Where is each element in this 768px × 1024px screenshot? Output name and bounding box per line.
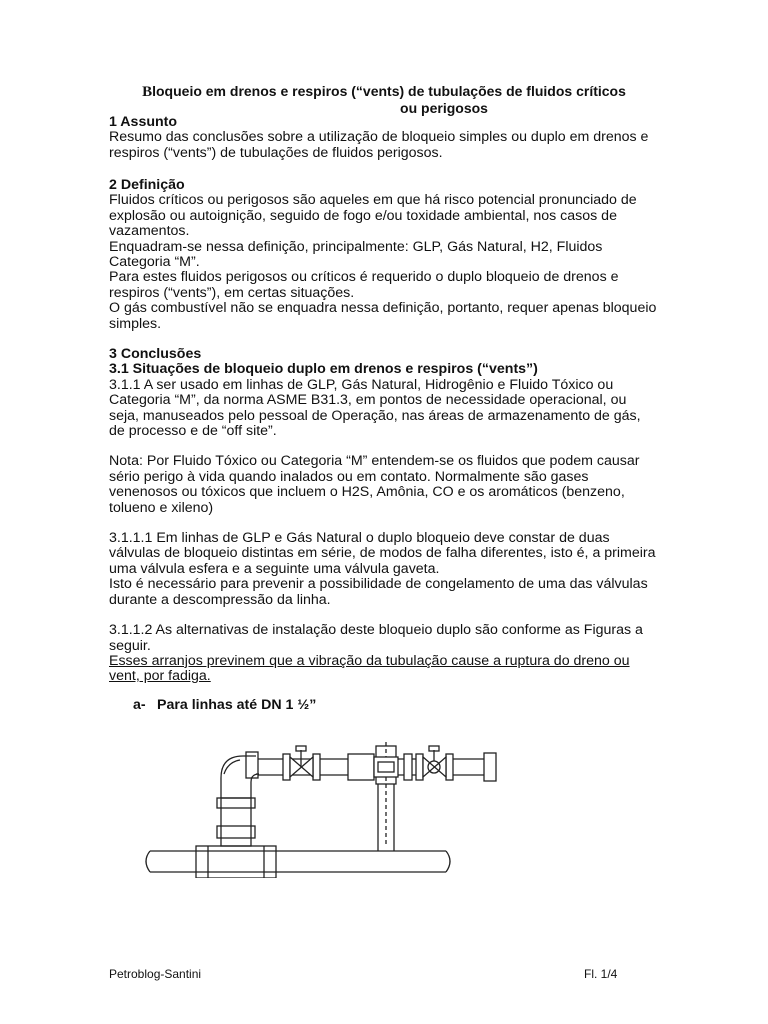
list-item-a	[133, 698, 316, 713]
page-number: Fl. 1/4	[584, 967, 618, 981]
paragraph-line: O gás combustível não se enquadra nessa definição, portanto, requer apenas bloqueio	[109, 300, 657, 317]
vertical-nipple	[217, 798, 255, 846]
paragraph-line: Para estes fluidos perigosos ou críticos é requerido o duplo bloqueio de drenos e	[109, 269, 619, 286]
paragraph-line: 3.1.1 A ser usado em linhas de GLP, Gás Natural, Hidrogênio e Fluido Tóxico ou	[109, 376, 614, 393]
subsection-heading: 3.1 Situações de bloqueio duplo em drenos e respiros (“vents”)	[109, 361, 538, 378]
paragraph-line: válvulas de bloqueio distintas em série, de modos de falha diferentes, isto é, a primeira	[109, 545, 656, 562]
paragraph-line: Categoria “M”, da norma ASME B31.3, em pontos de necessidade operacional, ou	[109, 392, 627, 409]
section-conclusoes	[109, 347, 669, 685]
section-heading: 1 Assunto	[109, 114, 178, 130]
list-marker: a-	[133, 697, 146, 713]
paragraph-line: respiros (“vents”), em certas situações.	[109, 284, 355, 301]
outlet-pipe	[453, 753, 496, 781]
piping-drain-figure	[128, 738, 508, 878]
support-post	[374, 742, 398, 851]
section-definicao	[109, 178, 669, 332]
paragraph-line: vazamentos.	[109, 223, 190, 240]
valve-icon-2	[398, 746, 453, 780]
paragraph-line: 3.1.1.2 As alternativas de instalação deste bloqueio duplo são conforme as Figuras a	[109, 622, 643, 639]
note-line: sério perigo à vida quando inalados ou em contato. Normalmente são gases	[109, 468, 589, 485]
underlined-line: Esses arranjos previnem que a vibração da tubulação cause a ruptura do dreno ou	[109, 652, 630, 669]
paragraph-line: Enquadram-se nessa definição, principalmente: GLP, Gás Natural, H2, Fluidos	[109, 238, 603, 255]
paragraph-line: uma válvula esfera e a seguinte uma válvula gaveta.	[109, 560, 440, 577]
section-heading: 2 Definição	[109, 177, 185, 193]
note-line: tolueno e xileno)	[109, 499, 214, 516]
paragraph-line: 3.1.1.1 Em linhas de GLP e Gás Natural o duplo bloqueio deve constar de duas	[109, 530, 610, 547]
paragraph-line: durante a descompressão da linha.	[109, 591, 331, 608]
paragraph-line: simples.	[109, 315, 162, 332]
paragraph-line: Resumo das conclusões sobre a utilização de bloqueio simples ou duplo em drenos e	[109, 129, 649, 146]
paragraph-line: Isto é necessário para prevenir a possibilidade de congelamento de uma das válvulas	[109, 576, 648, 593]
title-line-2: ou perigosos	[400, 100, 488, 116]
document-title	[100, 83, 668, 116]
coupling-fitting	[348, 754, 374, 780]
underlined-line: vent, por fadiga.	[109, 668, 211, 685]
section-assunto	[109, 115, 669, 161]
paragraph-line: Fluidos críticos ou perigosos são aqueles em que há risco potencial pronunciado de	[109, 192, 637, 209]
paragraph-line: Categoria “M”.	[109, 254, 200, 271]
paragraph-line: seja, manuseados pelo pessoal de Operação, nas áreas de armazenamento de gás,	[109, 407, 641, 424]
section-heading: 3 Conclusões	[109, 346, 202, 362]
title-line-1: Bloqueio em drenos e respiros (“vents) de tubulações de fluidos críticos	[142, 83, 626, 100]
paragraph-line: respiros (“vents”) de tubulações de fluidos perigosos.	[109, 144, 443, 161]
paragraph-line: explosão ou autoignição, seguido de fogo e/ou toxidade ambiental, nos casos de	[109, 207, 617, 224]
main-pipe	[146, 851, 450, 872]
footer-left: Petroblog-Santini	[109, 967, 202, 981]
paragraph-line: de processo e de “off site”.	[109, 423, 277, 440]
list-item-text: Para linhas até DN 1 ½”	[157, 697, 317, 713]
elbow-fitting	[221, 752, 259, 798]
note-line: Nota: Por Fluido Tóxico ou Categoria “M” entendem-se os fluidos que podem causar	[109, 453, 640, 470]
paragraph-line: seguir.	[109, 637, 151, 654]
note-line: venenosos ou tóxicos que incluem o H2S, Amônia, CO e os aromáticos (benzeno,	[109, 484, 625, 501]
